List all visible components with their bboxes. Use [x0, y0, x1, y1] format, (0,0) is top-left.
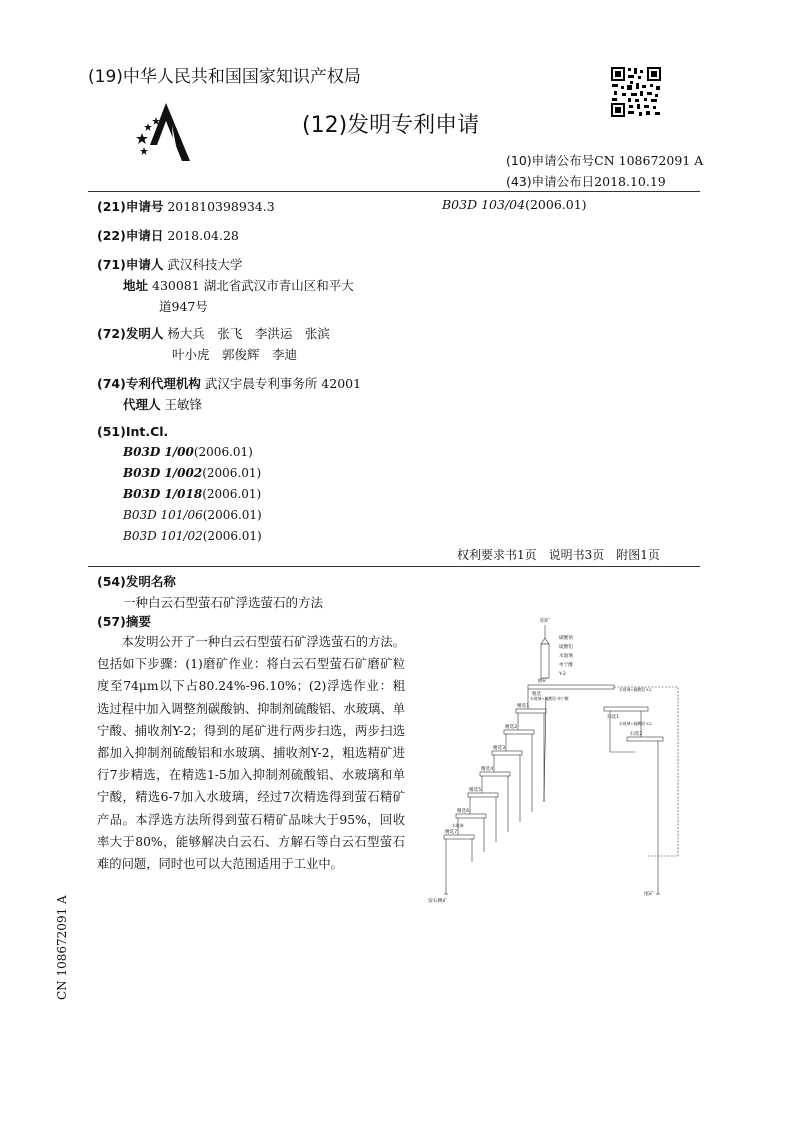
publication-date: [506, 172, 666, 190]
publication-number-value: CN 108672091 A: [594, 153, 704, 168]
intcl-year: (2006.01): [202, 466, 262, 480]
flow-concentrate: 萤石精矿: [428, 899, 448, 904]
publication-number-label: (10)申请公布号: [506, 153, 595, 168]
intcl-year: (2006.01): [202, 487, 262, 501]
flow-cleaner: 精选7: [445, 830, 458, 835]
patent-agency: [97, 374, 361, 392]
flow-cleaner: 精选1: [517, 704, 530, 709]
address-line1: 430081 湖北省武汉市青山区和平大: [152, 278, 354, 293]
intcl-entry: [123, 529, 262, 543]
flow-rougher: 粗选: [532, 692, 542, 697]
flow-reagent: 碳酸钠: [559, 636, 573, 641]
application-date-label: (22)申请日: [97, 228, 164, 243]
flow-cleaner: 精选5: [469, 788, 482, 793]
biblio-divider: [88, 566, 700, 567]
address-line2: 道947号: [159, 299, 208, 314]
intcl-code: B03D 101/02: [123, 529, 203, 543]
inventors-line1: 杨大兵 张飞 李洪运 张滨: [167, 326, 330, 341]
intcl-code: B03D 1/00: [123, 445, 194, 459]
application-number-value: 201810398934.3: [167, 199, 275, 214]
invention-title-label-text: (54)发明名称: [97, 574, 176, 589]
qr-code: [610, 66, 662, 118]
intcl-year: (2006.01): [202, 508, 262, 522]
address-label: 地址: [123, 278, 149, 293]
application-number-label: (21)申请号: [97, 199, 164, 214]
application-date: [97, 226, 239, 244]
publication-date-label: (43)申请公布日: [506, 174, 595, 189]
publication-number: [506, 151, 703, 169]
agent: [123, 395, 202, 413]
abstract-text: 本发明公开了一种白云石型萤石矿浮选萤石的方法。包括如下步骤：(1)磨矿作业：将白云石型萤石矿磨矿粒度至74μm以下占80.24%-96.10%；(2)浮选作业：粗选过程中加入调整剂碳酸钠、抑制剂硫酸铝、水玻璃、单宁酸、捕收剂Y-2；得到的尾矿进行两步扫选，两步扫选都加入抑制剂硫酸铝和水玻璃、捕收剂Y-2，粗选精矿进行7步精选，在精选1-5加入抑制剂硫酸铝、水玻璃和单宁酸，精选6-7加入水玻璃，经过7次精选得到萤石精矿产品。本浮选方法所得到萤石精矿品味大于95%，回收率大于80%，能够解决白云石、方解石等白云石型萤石难的问题，同时也可以大范围适用于工业中。: [97, 635, 405, 872]
intcl-label-text: (51)Int.Cl.: [97, 424, 169, 439]
intcl-label: [97, 424, 168, 439]
header-divider: [88, 191, 700, 192]
inventors: [97, 324, 330, 342]
publication-date-value: 2018.10.19: [594, 174, 666, 189]
flow-cleaner: 精选3: [493, 746, 506, 751]
intcl-code: B03D 101/06: [123, 508, 203, 522]
qr-code-graphic: [610, 66, 662, 118]
invention-title: 一种白云石型萤石矿浮选萤石的方法: [123, 595, 324, 610]
flow-cleaner-reagents-late: 水玻璃: [452, 823, 464, 828]
flow-grinding: 磨矿: [538, 679, 548, 684]
intcl-code: B03D 1/002: [123, 466, 203, 480]
flow-scav1-reagents: 水玻璃+硫酸铝 Y-2: [619, 687, 652, 692]
intcl-code: B03D 1/018: [123, 487, 203, 501]
cnipa-logo-graphic: [130, 95, 202, 167]
main-ipc-year: (2006.01): [525, 197, 587, 212]
agent-value: 王敏锋: [164, 397, 203, 412]
applicant-value: 武汉科技大学: [167, 257, 243, 272]
flow-cleaner: 精选6: [457, 809, 470, 814]
flow-reagent: 单宁酸: [559, 663, 573, 668]
cnipa-logo: [130, 95, 202, 167]
abstract-label-text: (57)摘要: [97, 614, 151, 629]
intcl-entry: [123, 466, 261, 480]
main-ipc: [442, 197, 587, 212]
flow-feed: 原矿: [540, 618, 551, 624]
flowchart-figure: [420, 612, 700, 912]
main-ipc-code: B03D 103/04: [442, 197, 526, 212]
intcl-entry: [123, 487, 261, 501]
inventors-label: (72)发明人: [97, 326, 164, 341]
intcl-year: (2006.01): [202, 529, 262, 543]
flow-reagent: 硫酸铝: [559, 645, 573, 650]
agent-label: 代理人: [123, 397, 161, 412]
application-number: [97, 197, 275, 215]
flow-cleaner: 精选4: [481, 767, 494, 772]
flow-tailings: 尾矿: [644, 892, 654, 897]
flow-reagent: 水玻璃: [559, 654, 573, 659]
side-publication-code: CN 108672091 A: [55, 895, 69, 1000]
flow-scav2: 扫选2: [630, 732, 643, 737]
abstract-label: [97, 612, 151, 630]
patent-agency-label: (74)专利代理机构: [97, 376, 201, 391]
page-counts: 权利要求书1页 说明书3页 附图1页: [457, 548, 660, 562]
flow-reagent: Y-2: [559, 672, 566, 677]
intcl-year: (2006.01): [193, 445, 253, 459]
intcl-entry: [123, 508, 262, 522]
flow-scav2-reagents: 水玻璃+硫酸铝 Y-2: [619, 721, 652, 726]
flowchart-svg: [420, 612, 700, 912]
flow-cleaner-reagents: 水玻璃+硫酸铝 单宁酸: [530, 696, 569, 701]
flow-scav1: 扫选1: [607, 715, 620, 720]
flow-cleaner: 精选2: [505, 725, 518, 730]
application-date-value: 2018.04.28: [167, 228, 239, 243]
invention-title-label: [97, 572, 176, 590]
patent-agency-value: 武汉宇晨专利事务所 42001: [204, 376, 362, 391]
intcl-entry: [123, 445, 253, 459]
inventors-line2: 叶小虎 郭俊辉 李迪: [172, 347, 298, 362]
applicant: [97, 255, 242, 273]
document-type: (12)发明专利申请: [302, 113, 480, 138]
issuing-office: (19)中华人民共和国国家知识产权局: [88, 67, 361, 87]
address: [123, 276, 354, 294]
applicant-label: (71)申请人: [97, 257, 164, 272]
